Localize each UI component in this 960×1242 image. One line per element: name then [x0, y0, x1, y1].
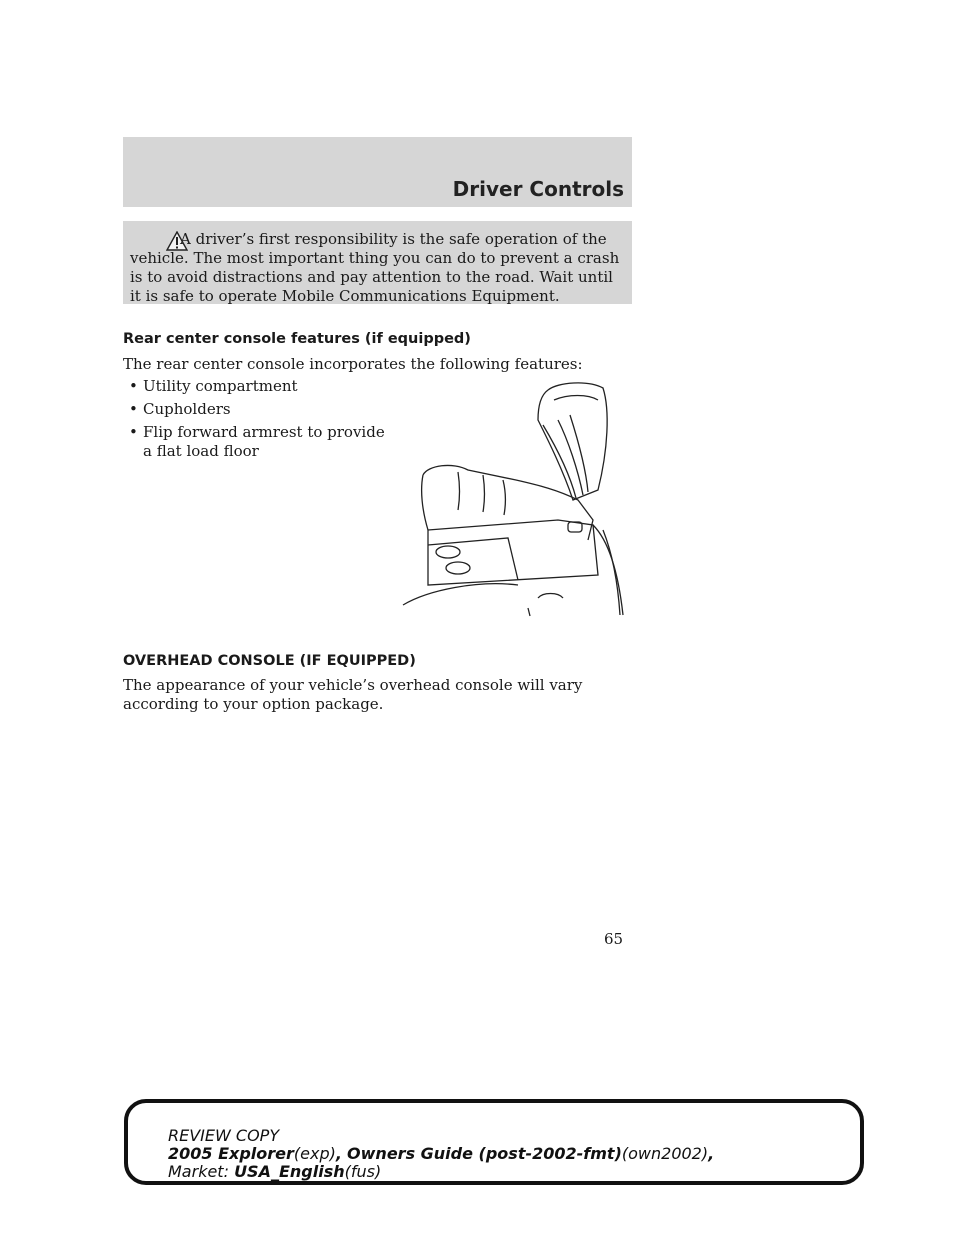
model-name: 2005 Explorer	[168, 1144, 294, 1163]
review-copy-box	[124, 1099, 864, 1185]
header-band	[123, 137, 632, 207]
warning-rest: The most important thing you can do to prevent a crash is to avoid distractions and pay attention to the road. Wait until it is safe to operate Mobile Communications Equipment.	[130, 249, 620, 305]
overhead-console-heading: OVERHEAD CONSOLE (IF EQUIPPED)	[123, 653, 416, 669]
section-title: Driver Controls	[452, 177, 624, 201]
market-label: Market:	[168, 1162, 229, 1181]
feature-list	[123, 377, 393, 465]
warning-line1: A driver’s first responsibility is the safe operation of the vehicle.	[130, 230, 607, 267]
market-value: USA_English	[234, 1162, 345, 1181]
rear-console-illustration	[398, 380, 638, 620]
warning-box	[123, 221, 632, 304]
review-copy-text: REVIEW COPY 2005 Explorer(exp), Owners Guide (post-2002-fmt)(own2002), Market: USA_English(fus)	[168, 1126, 715, 1181]
list-item: • Flip forward armrest to provide a flat load floor	[129, 423, 385, 460]
overhead-console-text: The appearance of your vehicle’s overhead console will vary according to your option package.	[123, 676, 583, 713]
review-copy-label: REVIEW COPY	[168, 1126, 280, 1145]
list-item: • Cupholders	[129, 400, 231, 418]
list-item: • Utility compartment	[129, 377, 298, 395]
rear-console-heading: Rear center console features (if equipped)	[123, 331, 471, 347]
rear-console-intro: The rear center console incorporates the following features:	[123, 355, 583, 373]
warning-text	[130, 230, 625, 306]
guide-name: Owners Guide (post-2002-fmt)	[347, 1144, 622, 1163]
page-number: 65	[604, 930, 624, 948]
